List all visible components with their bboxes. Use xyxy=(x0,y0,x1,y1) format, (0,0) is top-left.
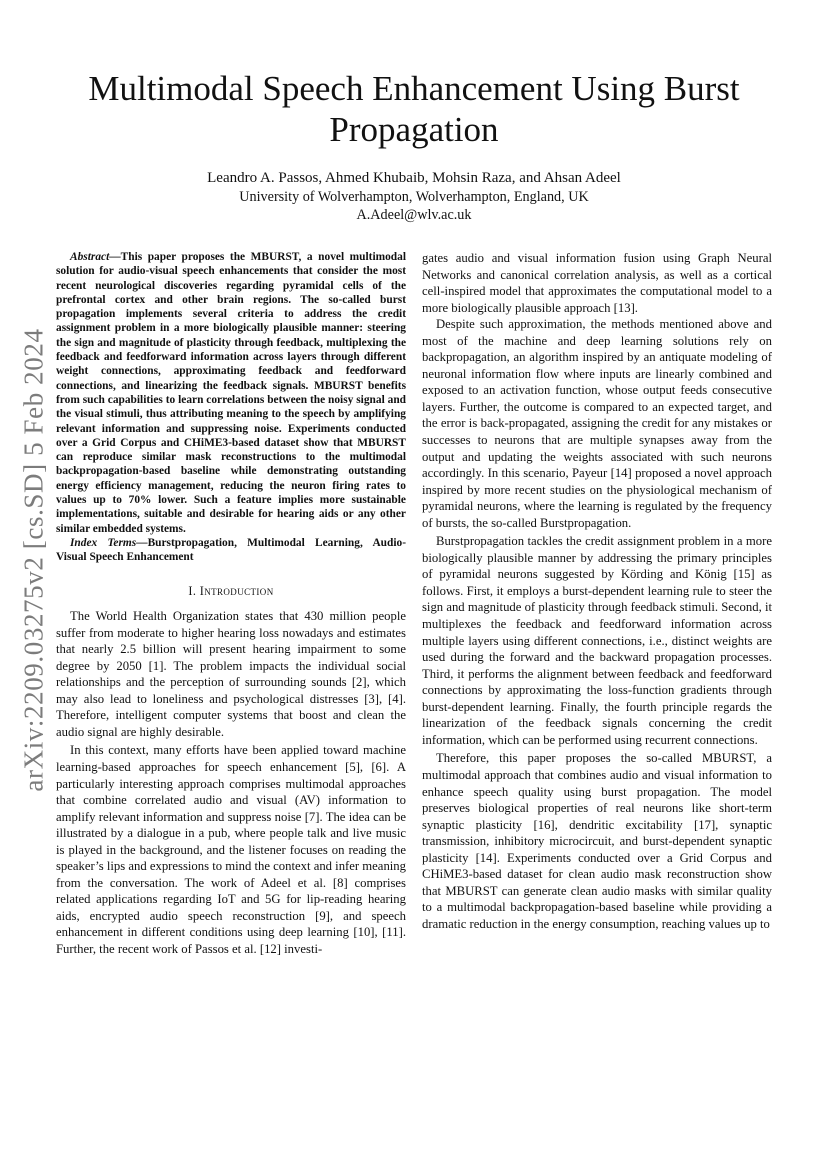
arxiv-side-stamp: arXiv:2209.03275v2 [cs.SD] 5 Feb 2024 xyxy=(18,328,49,792)
body-paragraph: In this context, many efforts have been applied toward machine learning-based approaches for speech enhancement [5], [6]. A particularly interesting approach comprises multimodal approaches that combine correlated audio and visual (AV) information to amplify relevant information and suppress noise [7]. The idea can be illustrated by a dialogue in a pub, where people talk and live music is played in the background, and the listener focuses on reading the speaker’s lips and expressions to mind the context and infer meaning from the conversation. The work of Adeel et al. [8] comprises related applications regarding IoT and 5G for lip-reading hearing aids, encrypted audio speech reconstruction [9], and speech enhancement in different conditions using deep learning [10], [11]. Further, the recent work of Passos et al. [12] investi- xyxy=(56,743,406,957)
paper-title: Multimodal Speech Enhancement Using Burst Propagation xyxy=(88,69,740,149)
left-column xyxy=(56,250,406,958)
abstract-text: —This paper proposes the MBURST, a novel multimodal solution for audio-visual speech enhancements that consider the most recent neurological discoveries regarding pyramidal cells of the prefrontal cortex and other brain regions. The so-called burst propagation implements several criteria to address the credit assignment problem in a more biologically plausible manner: steering the sign and magnitude of plasticity through feedback, multiplexing the feedback and feedforward information across layers through different weight connections, approximating feedback and feedforward connections, and linearizing the feedback signals. MBURST benefits from such capabilities to learn correlations between the noisy signal and the visual stimuli, thus attributing meaning to the speech by amplifying relevant information and suppressing noise. Experiments conducted over a Grid Corpus and CHiME3-based dataset show that MBURST can reproduce similar mask reconstructions to the multimodal backpropagation-based baseline while demonstrating outstanding energy efficiency management, reducing the neuron firing rates to values up to 70% lower. Such a feature implies more sustainable implementations, suitable and desirable for hearing aids or any other similar embedded systems. xyxy=(56,251,406,535)
section-heading-introduction: I. Introduction xyxy=(188,583,274,598)
author-block xyxy=(60,169,768,224)
abstract xyxy=(56,250,406,536)
index-terms-lead: Index Terms xyxy=(70,536,137,549)
body-paragraph: The World Health Organization states that 430 million people suffer from moderate to higher hearing loss nowadays and estimates that nearly 2.5 billion will present hearing impairment to some degree by 2050 [1]. The problem impacts the individual social relationships and the perception of surrounding sounds [2], which may also lead to loneliness and psychological distresses [3], [4]. Therefore, intelligent computer systems that boost and clean the audio signal are highly desirable. xyxy=(56,609,406,739)
body-paragraph: Burstpropagation tackles the credit assignment problem in a more biologically plausible manner by addressing the primary principles of pyramidal neurons suggested by Körding and König [15] as follows. First, it employs a burst-dependent learning rule to steer the sign and magnitude of plasticity through feedback stimuli. Second, it multiplexes the feedback and feedforward information across multiple layers using different connections, i.e., distinct weights are used during the forward and the backward propagation processes. Third, it performs the alignment between feedback and feedforward connections by approximating the loss-function gradients through burst-dependent learning. Finally, the fourth principle regards the linearization of the feedback signals concerning the credit information, which can be performed using recurrent connections. xyxy=(422,534,772,747)
affiliation: University of Wolverhampton, Wolverhampton, England, UK xyxy=(239,189,589,205)
body-paragraph: Despite such approximation, the methods mentioned above and most of the machine and deep learning solutions rely on backpropagation, an algorithm inspired by an antiquate modeling of neuronal information flow where inputs are linearly combined and exposed to an activation function, whose output feeds consecutive layers. Further, the outcome is compared to an expected target, and the error is back-propagated, assigning the credit for any mistakes or successes to neurons that are multiple synapses away from the output and updating the weights associated with such neurons accordingly. In this scenario, Payeur [14] proposed a novel approach inspired by more recent studies on the physiological mechanism of pyramidal neurons, where the learning is regulated by the frequency of bursts, the so-called Burstpropagation. xyxy=(422,317,772,530)
email: A.Adeel@wlv.ac.uk xyxy=(356,207,472,223)
right-column xyxy=(422,250,772,932)
body-paragraph-continued: gates audio and visual information fusion using Graph Neural Networks and canonical correlation analysis, as well as a cortical cell-inspired model that approximates the computational model to a more biologically plausible approach [13]. xyxy=(422,251,772,315)
index-terms-text: —Burstpropagation, Multimodal Learning, Audio-Visual Speech Enhancement xyxy=(56,536,406,564)
body-paragraph: Therefore, this paper proposes the so-called MBURST, a multimodal approach that combines audio and visual information to enhance speech quality using burst propagation. The model preserves biological properties of real neurons like short-term synaptic plasticity [16], dendritic excitability [17], synaptic transmission, inhibitory microcircuit, and burst-dependent synaptic plasticity [14]. Experiments conducted over a Grid Corpus and CHiME3-based dataset for clean audio mask reconstruction show that MBURST can generate clean audio masks with similar quality to a multimodal backpropagation-based baseline while providing a dramatic reduction in the energy consumption, reaching values up to xyxy=(422,751,772,931)
abstract-lead: Abstract xyxy=(70,251,110,263)
author-list: Leandro A. Passos, Ahmed Khubaib, Mohsin Raza, and Ahsan Adeel xyxy=(207,170,621,186)
index-terms xyxy=(56,536,406,565)
